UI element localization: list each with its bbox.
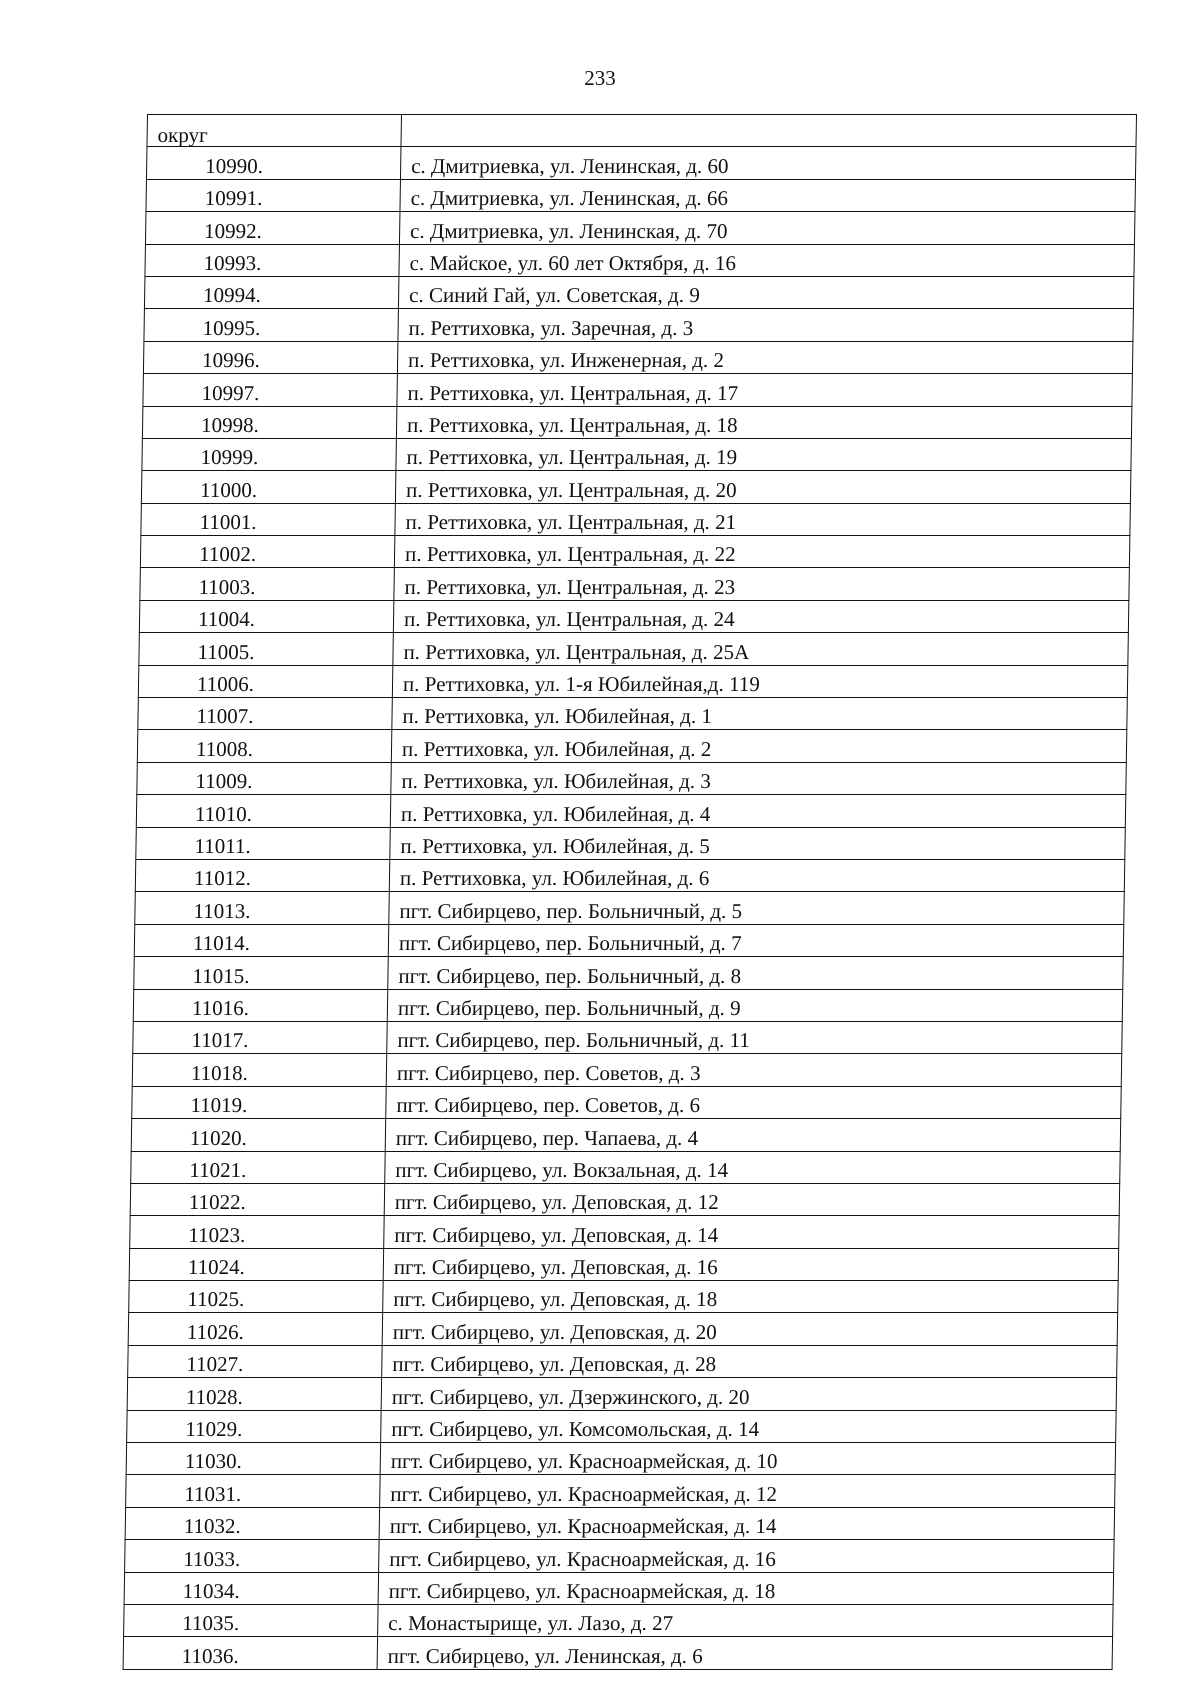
table-row — [124, 1572, 1114, 1604]
table-row — [128, 1313, 1118, 1345]
table-row — [133, 1021, 1123, 1053]
row-number-cell: 11035. — [124, 1604, 379, 1636]
table-row — [132, 1086, 1122, 1118]
row-number-cell: 10992. — [145, 212, 400, 244]
address-cell: пгт. Сибирцево, ул. Красноармейская, д. 12 — [380, 1475, 1116, 1507]
table-row — [129, 1248, 1119, 1280]
table-row — [136, 827, 1126, 859]
table-row — [133, 989, 1123, 1021]
table-row — [127, 1410, 1117, 1442]
table-row — [139, 633, 1129, 665]
row-number-cell: 11023. — [130, 1216, 385, 1248]
address-cell: п. Реттиховка, ул. Центральная, д. 23 — [394, 568, 1130, 600]
address-cell: п. Реттиховка, ул. Центральная, д. 25А — [393, 633, 1129, 665]
address-cell: п. Реттиховка, ул. Юбилейная, д. 3 — [391, 762, 1127, 794]
row-number-cell: 11014. — [134, 924, 389, 956]
row-number-cell: 10997. — [143, 374, 398, 406]
row-number-cell: 11005. — [139, 633, 394, 665]
row-number-cell: 11000. — [141, 471, 396, 503]
row-number-cell: 11033. — [125, 1540, 380, 1572]
address-cell: с. Дмитриевка, ул. Ленинская, д. 66 — [400, 179, 1136, 211]
table-row — [126, 1475, 1116, 1507]
address-cell: пгт. Сибирцево, пер. Больничный, д. 11 — [387, 1021, 1123, 1053]
row-number-cell: 10998. — [142, 406, 397, 438]
row-number-cell: 11009. — [137, 762, 392, 794]
table-row — [142, 438, 1132, 470]
address-cell: пгт. Сибирцево, ул. Красноармейская, д. 16 — [379, 1540, 1115, 1572]
row-number-cell: 11019. — [132, 1086, 387, 1118]
address-cell: с. Монастырище, ул. Лазо, д. 27 — [378, 1604, 1114, 1636]
address-cell: пгт. Сибирцево, пер. Больничный, д. 5 — [389, 892, 1125, 924]
row-number-cell: 11029. — [127, 1410, 382, 1442]
row-number-cell: 11002. — [140, 536, 395, 568]
row-number-cell: 11022. — [130, 1183, 385, 1215]
row-number-cell: 11007. — [138, 698, 393, 730]
address-cell: п. Реттиховка, ул. Юбилейная, д. 5 — [390, 827, 1126, 859]
table-row — [143, 374, 1133, 406]
address-cell: пгт. Сибирцево, ул. Деповская, д. 20 — [382, 1313, 1118, 1345]
row-number-cell: 11021. — [131, 1151, 386, 1183]
row-number-cell: 10993. — [145, 244, 400, 276]
address-cell: пгт. Сибирцево, пер. Больничный, д. 8 — [388, 957, 1124, 989]
table-row — [131, 1119, 1121, 1151]
table-row — [125, 1540, 1115, 1572]
address-cell: п. Реттиховка, ул. 1-я Юбилейная,д. 119 — [392, 665, 1128, 697]
table-row — [145, 244, 1135, 276]
table-row — [123, 1637, 1113, 1669]
row-number-cell: 11020. — [131, 1119, 386, 1151]
table-row — [128, 1345, 1118, 1377]
row-number-cell: 11034. — [124, 1572, 379, 1604]
row-number-cell: 11030. — [126, 1443, 381, 1475]
row-number-cell: 10999. — [142, 438, 397, 470]
row-number-cell: 11017. — [133, 1021, 388, 1053]
address-cell: п. Реттиховка, ул. Юбилейная, д. 2 — [391, 730, 1127, 762]
address-cell: п. Реттиховка, ул. Центральная, д. 24 — [393, 600, 1129, 632]
table-row — [138, 665, 1128, 697]
row-number-cell: 11036. — [123, 1637, 378, 1669]
row-number-cell: 10994. — [144, 276, 399, 308]
row-number-cell: 11015. — [134, 957, 389, 989]
table-row — [134, 924, 1124, 956]
row-number-cell: 11031. — [126, 1475, 381, 1507]
row-number-cell: 11004. — [139, 600, 394, 632]
table-row — [146, 147, 1136, 179]
table-body — [123, 115, 1136, 1670]
row-number-cell: 11012. — [135, 859, 390, 891]
table-row — [142, 406, 1132, 438]
address-cell: п. Реттиховка, ул. Юбилейная, д. 4 — [390, 795, 1126, 827]
table-row — [138, 698, 1128, 730]
table-row — [130, 1183, 1120, 1215]
table-row — [140, 536, 1130, 568]
address-cell: пгт. Сибирцево, ул. Красноармейская, д. 10 — [380, 1443, 1116, 1475]
address-cell: пгт. Сибирцево, ул. Комсомольская, д. 14 — [381, 1410, 1117, 1442]
address-cell: пгт. Сибирцево, пер. Советов, д. 6 — [386, 1086, 1122, 1118]
address-cell: пгт. Сибирцево, ул. Красноармейская, д. 18 — [378, 1572, 1114, 1604]
table-row — [144, 276, 1134, 308]
row-number-cell: 11016. — [133, 989, 388, 1021]
table-row — [141, 471, 1131, 503]
address-cell: п. Реттиховка, ул. Юбилейная, д. 6 — [389, 859, 1125, 891]
row-number-cell: 11026. — [128, 1313, 383, 1345]
table-row — [125, 1507, 1115, 1539]
address-cell: п. Реттиховка, ул. Центральная, д. 18 — [396, 406, 1132, 438]
polling-station-table — [123, 114, 1137, 1670]
address-cell: п. Реттиховка, ул. Юбилейная, д. 1 — [392, 698, 1128, 730]
table-row — [135, 859, 1125, 891]
table-row — [124, 1604, 1114, 1636]
row-number-cell: 11024. — [129, 1248, 384, 1280]
row-number-cell: 10996. — [143, 341, 398, 373]
row-number-cell: 10990. — [146, 147, 401, 179]
address-cell: п. Реттиховка, ул. Центральная, д. 17 — [397, 374, 1133, 406]
table-row — [127, 1378, 1117, 1410]
row-number-cell: 11018. — [132, 1054, 387, 1086]
row-number-cell: 11010. — [136, 795, 391, 827]
table-row — [146, 179, 1136, 211]
address-cell: с. Дмитриевка, ул. Ленинская, д. 60 — [400, 147, 1136, 179]
address-cell: пгт. Сибирцево, ул. Деповская, д. 28 — [382, 1345, 1118, 1377]
table-row — [140, 568, 1130, 600]
address-cell: пгт. Сибирцево, пер. Советов, д. 3 — [386, 1054, 1122, 1086]
address-cell: с. Синий Гай, ул. Советская, д. 9 — [398, 276, 1134, 308]
address-cell: пгт. Сибирцево, ул. Деповская, д. 14 — [384, 1216, 1120, 1248]
header-address-cell — [401, 115, 1137, 147]
address-cell: п. Реттиховка, ул. Центральная, д. 21 — [395, 503, 1131, 535]
address-cell: п. Реттиховка, ул. Инженерная, д. 2 — [397, 341, 1133, 373]
table-row — [136, 795, 1126, 827]
page-number: 233 — [584, 66, 616, 90]
row-number-cell: 10991. — [146, 179, 401, 211]
address-cell: п. Реттиховка, ул. Центральная, д. 19 — [396, 438, 1132, 470]
row-number-cell: 11013. — [135, 892, 390, 924]
address-cell: с. Майское, ул. 60 лет Октября, д. 16 — [399, 244, 1135, 276]
table-row — [126, 1443, 1116, 1475]
table-row — [144, 309, 1134, 341]
address-cell: п. Реттиховка, ул. Центральная, д. 22 — [394, 536, 1130, 568]
row-number-cell: 11028. — [127, 1378, 382, 1410]
table-row — [131, 1151, 1121, 1183]
address-cell: пгт. Сибирцево, ул. Вокзальная, д. 14 — [385, 1151, 1121, 1183]
table-row — [132, 1054, 1122, 1086]
row-number-cell: 11027. — [128, 1345, 383, 1377]
table-row — [129, 1281, 1119, 1313]
table-row — [145, 212, 1135, 244]
table-row — [137, 730, 1127, 762]
row-number-cell: 10995. — [144, 309, 399, 341]
table-row — [139, 600, 1129, 632]
address-cell: пгт. Сибирцево, ул. Деповская, д. 16 — [383, 1248, 1119, 1280]
header-district-cell: округ — [147, 115, 402, 147]
row-number-cell: 11006. — [138, 665, 393, 697]
address-cell: пгт. Сибирцево, пер. Чапаева, д. 4 — [385, 1119, 1121, 1151]
row-number-cell: 11032. — [125, 1507, 380, 1539]
table-row — [141, 503, 1131, 535]
table-row — [130, 1216, 1120, 1248]
address-cell: пгт. Сибирцево, ул. Красноармейская, д. 14 — [379, 1507, 1115, 1539]
address-cell: пгт. Сибирцево, ул. Дзержинского, д. 20 — [381, 1378, 1117, 1410]
row-number-cell: 11011. — [136, 827, 391, 859]
table-header-row — [147, 115, 1137, 147]
table-row — [143, 341, 1133, 373]
address-cell: пгт. Сибирцево, ул. Ленинская, д. 6 — [377, 1637, 1113, 1669]
row-number-cell: 11001. — [141, 503, 396, 535]
address-cell: пгт. Сибирцево, ул. Деповская, д. 18 — [383, 1281, 1119, 1313]
address-cell: п. Реттиховка, ул. Центральная, д. 20 — [395, 471, 1131, 503]
address-cell: п. Реттиховка, ул. Заречная, д. 3 — [398, 309, 1134, 341]
table-row — [137, 762, 1127, 794]
address-cell: пгт. Сибирцево, пер. Больничный, д. 9 — [387, 989, 1123, 1021]
table-row — [135, 892, 1125, 924]
row-number-cell: 11025. — [129, 1281, 384, 1313]
row-number-cell: 11008. — [137, 730, 392, 762]
address-cell: пгт. Сибирцево, ул. Деповская, д. 12 — [384, 1183, 1120, 1215]
table-row — [134, 957, 1124, 989]
row-number-cell: 11003. — [140, 568, 395, 600]
address-cell: с. Дмитриевка, ул. Ленинская, д. 70 — [399, 212, 1135, 244]
address-cell: пгт. Сибирцево, пер. Больничный, д. 7 — [388, 924, 1124, 956]
